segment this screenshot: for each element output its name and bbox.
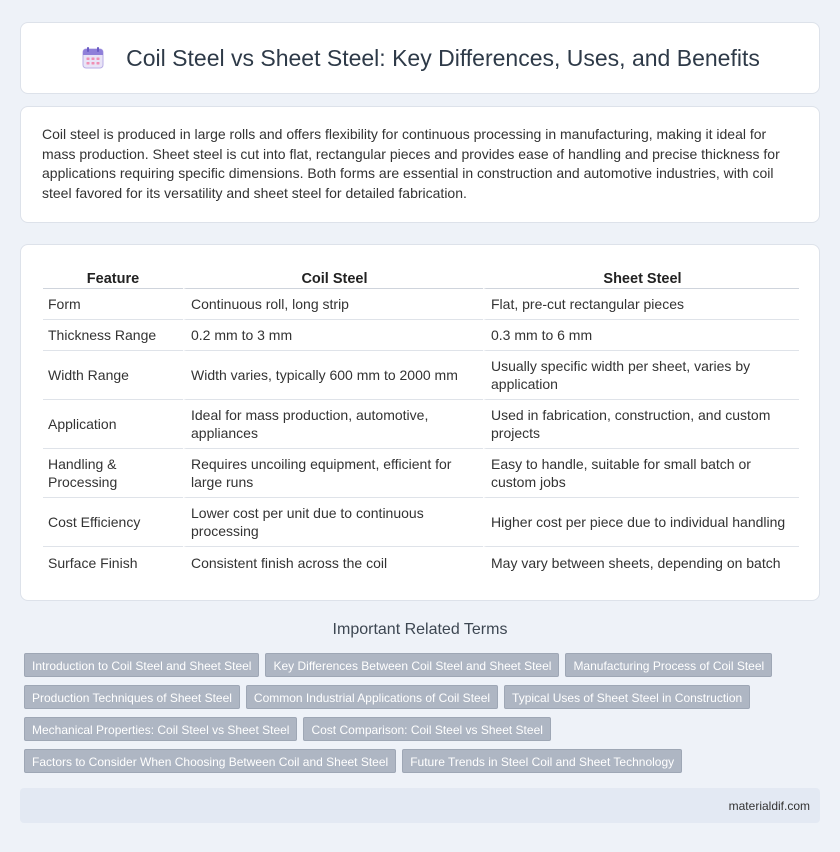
row-coil: 0.2 mm to 3 mm <box>183 320 483 351</box>
row-coil: Lower cost per unit due to continuous processing <box>183 498 483 547</box>
row-sheet: May vary between sheets, depending on batch <box>483 547 799 578</box>
related-term-link[interactable]: Typical Uses of Sheet Steel in Construction <box>504 685 750 709</box>
row-coil: Width varies, typically 600 mm to 2000 mm <box>183 351 483 400</box>
intro-card <box>20 106 820 223</box>
row-coil: Continuous roll, long strip <box>183 289 483 320</box>
page-title <box>80 45 760 72</box>
row-feature: Handling & Processing <box>43 449 183 498</box>
row-feature: Width Range <box>43 351 183 400</box>
related-term-link[interactable]: Future Trends in Steel Coil and Sheet Technology <box>402 749 682 773</box>
footer-site-link[interactable]: materialdif.com <box>728 798 810 813</box>
related-term-link[interactable]: Factors to Consider When Choosing Between Coil and Sheet Steel <box>24 749 396 773</box>
title-card <box>20 22 820 94</box>
row-coil: Ideal for mass production, automotive, appliances <box>183 400 483 449</box>
related-terms-list <box>24 653 824 773</box>
comparison-table <box>43 267 799 578</box>
row-sheet: Easy to handle, suitable for small batch or custom jobs <box>483 449 799 498</box>
related-term-link[interactable]: Production Techniques of Sheet Steel <box>24 685 240 709</box>
table-row <box>43 320 799 351</box>
row-feature: Form <box>43 289 183 320</box>
table-row <box>43 400 799 449</box>
table-row <box>43 547 799 578</box>
table-row <box>43 498 799 547</box>
calendar-icon <box>80 45 106 71</box>
row-coil: Requires uncoiling equipment, efficient for large runs <box>183 449 483 498</box>
related-terms-heading: Important Related Terms <box>332 621 508 638</box>
row-sheet: Usually specific width per sheet, varies by application <box>483 351 799 400</box>
related-term-link[interactable]: Introduction to Coil Steel and Sheet Steel <box>24 653 259 677</box>
row-sheet: Higher cost per piece due to individual handling <box>483 498 799 547</box>
header-sheet-steel: Sheet Steel <box>483 267 799 289</box>
comparison-card <box>20 244 820 601</box>
related-term-link[interactable]: Mechanical Properties: Coil Steel vs Sheet Steel <box>24 717 297 741</box>
intro-paragraph: Coil steel is produced in large rolls and offers flexibility for continuous processing in manufacturing, making it ideal for mass production. Sheet steel is cut into flat, rectangular pieces and provides ease of handling and precise thickness for applications requiring specific dimensions. Both forms are essential in construction and automotive industries, with coil steel favored for its versatility and sheet steel for detailed fabrication. <box>42 126 780 201</box>
row-feature: Cost Efficiency <box>43 498 183 547</box>
footer <box>20 788 820 823</box>
row-feature: Thickness Range <box>43 320 183 351</box>
table-row <box>43 289 799 320</box>
table-header-row <box>43 267 799 289</box>
related-term-link[interactable]: Key Differences Between Coil Steel and Sheet Steel <box>265 653 559 677</box>
table-row <box>43 449 799 498</box>
related-term-link[interactable]: Cost Comparison: Coil Steel vs Sheet Steel <box>303 717 550 741</box>
page-title-text: Coil Steel vs Sheet Steel: Key Differences, Uses, and Benefits <box>126 44 760 71</box>
related-term-link[interactable]: Manufacturing Process of Coil Steel <box>565 653 772 677</box>
header-coil-steel: Coil Steel <box>183 267 483 289</box>
row-feature: Surface Finish <box>48 554 138 571</box>
row-coil: Consistent finish across the coil <box>183 547 483 578</box>
row-sheet: Used in fabrication, construction, and custom projects <box>483 400 799 449</box>
table-row <box>43 351 799 400</box>
related-term-link[interactable]: Common Industrial Applications of Coil Steel <box>246 685 498 709</box>
row-sheet: Flat, pre-cut rectangular pieces <box>483 289 799 320</box>
row-feature: Application <box>43 400 183 449</box>
row-sheet: 0.3 mm to 6 mm <box>483 320 799 351</box>
header-feature: Feature <box>43 267 183 289</box>
